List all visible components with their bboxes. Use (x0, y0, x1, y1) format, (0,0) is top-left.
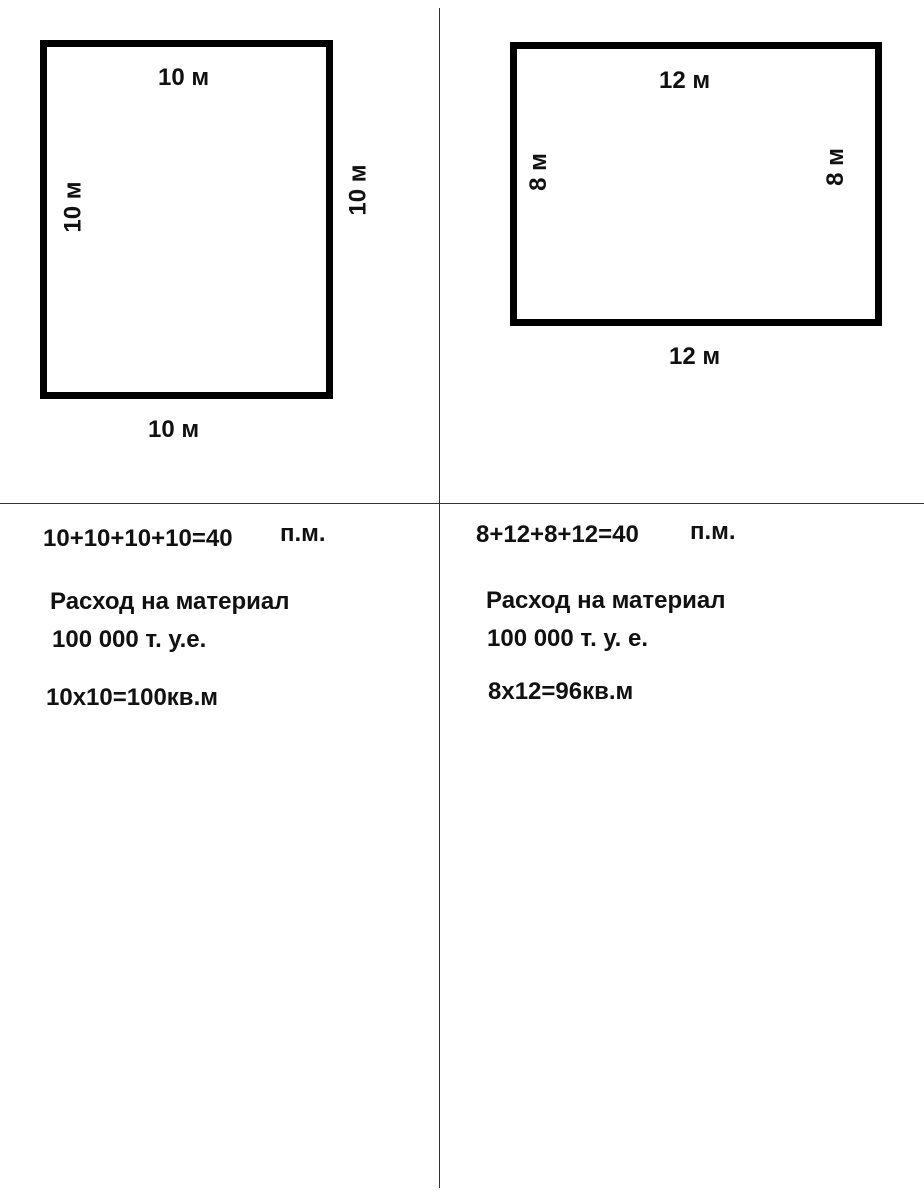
rectangle-cost-label: Расход на материал (486, 587, 726, 614)
rectangle-right-dimension: 8 м (821, 148, 849, 186)
rectangle-area-formula: 8х12=96кв.м (488, 678, 634, 705)
square-cost-label: Расход на материал (50, 588, 290, 615)
rectangle-top-dimension: 12 м (659, 67, 711, 94)
vertical-divider (439, 8, 440, 1188)
square-right-dimension: 10 м (344, 164, 372, 216)
square-area-formula: 10х10=100кв.м (46, 684, 218, 711)
rectangle-left-dimension: 8 м (524, 153, 552, 191)
rectangle-bottom-dimension: 12 м (669, 343, 721, 370)
square-cost-value: 100 000 т. у.е. (52, 626, 207, 653)
rectangle-perimeter-formula: 8+12+8+12=40 (476, 521, 639, 548)
rectangle-perimeter-unit: п.м. (690, 518, 736, 545)
square-top-dimension: 10 м (158, 64, 210, 91)
square-bottom-dimension: 10 м (148, 416, 200, 443)
square-perimeter-formula: 10+10+10+10=40 (43, 525, 233, 552)
square-perimeter-unit: п.м. (280, 520, 326, 547)
rectangle-cost-value: 100 000 т. у. е. (487, 625, 648, 652)
horizontal-divider (0, 503, 924, 504)
square-left-dimension: 10 м (59, 181, 87, 233)
